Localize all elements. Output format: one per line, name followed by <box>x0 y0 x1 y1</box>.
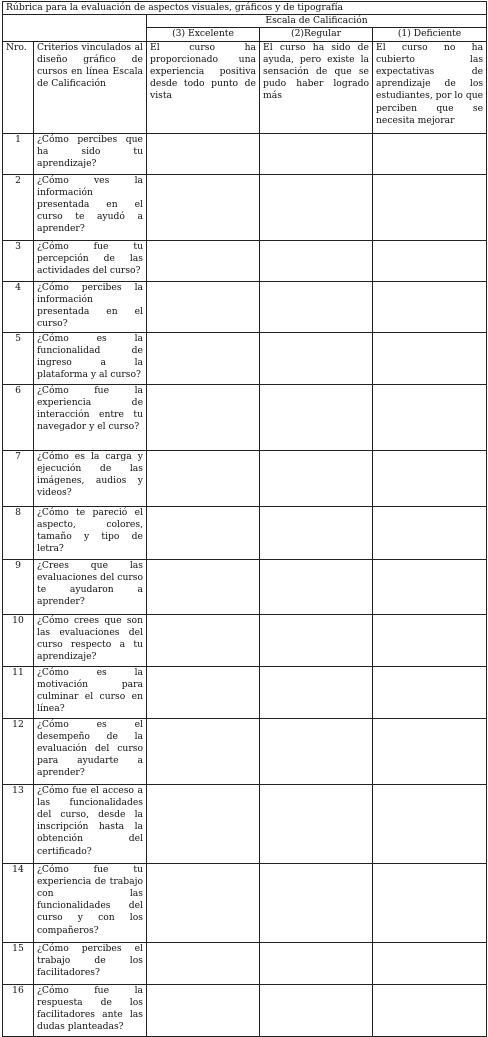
caption-row <box>3 2 487 15</box>
rating-cell-regular[interactable] <box>260 984 373 1036</box>
table-row <box>3 133 487 174</box>
rating-cell-deficiente[interactable] <box>373 614 487 666</box>
rating-cell-deficiente[interactable] <box>373 666 487 718</box>
scale-row <box>3 15 487 28</box>
rating-cell-regular[interactable] <box>260 863 373 942</box>
row-number: 12 <box>3 718 34 784</box>
row-number: 2 <box>3 174 34 240</box>
criterion-text: ¿Cómo es la funcionalidad de ingreso a la plataforma y al curso? <box>34 332 147 384</box>
row-number: 11 <box>3 666 34 718</box>
criterion-text: ¿Cómo percibes el trabajo de los facilitadores? <box>34 942 147 984</box>
table-caption: Rúbrica para la evaluación de aspectos visuales, gráficos y de tipografía <box>3 2 487 15</box>
rating-cell-deficiente[interactable] <box>373 384 487 450</box>
criterion-text: ¿Cómo fue la respuesta de los facilitadores ante las dudas planteadas? <box>34 984 147 1036</box>
rating-cell-regular[interactable] <box>260 614 373 666</box>
table-row <box>3 174 487 240</box>
table-row <box>3 784 487 863</box>
rating-cell-regular[interactable] <box>260 240 373 281</box>
rating-cell-regular[interactable] <box>260 666 373 718</box>
level-excelente: (3) Excelente <box>147 28 260 41</box>
level-deficiente: (1) Deficiente <box>373 28 487 41</box>
rating-cell-deficiente[interactable] <box>373 506 487 559</box>
blank-header-cell <box>3 15 147 41</box>
criterion-text: ¿Crees que las evaluaciones del curso te ayudaron a aprender? <box>34 559 147 614</box>
nro-header: Nro. <box>3 41 34 133</box>
row-number: 9 <box>3 559 34 614</box>
table-row <box>3 384 487 450</box>
criterion-text: ¿Cómo te pareció el aspecto, colores, tamaño y tipo de letra? <box>34 506 147 559</box>
rating-cell-excelente[interactable] <box>147 281 260 332</box>
criteria-header: Criterios vinculados al diseño gráfico de cursos en línea Escala de Calificación <box>34 41 147 133</box>
rating-cell-regular[interactable] <box>260 718 373 784</box>
table-row <box>3 332 487 384</box>
table-row <box>3 240 487 281</box>
rating-cell-excelente[interactable] <box>147 133 260 174</box>
rating-cell-excelente[interactable] <box>147 784 260 863</box>
rating-cell-regular[interactable] <box>260 506 373 559</box>
row-number: 15 <box>3 942 34 984</box>
desc-regular: El curso ha sido de ayuda, pero existe la sensación de que se pudo haber logrado más <box>260 41 373 133</box>
rubric-table <box>2 1 487 1037</box>
table-row <box>3 984 487 1036</box>
rating-cell-regular[interactable] <box>260 332 373 384</box>
criterion-text: ¿Cómo fue tu experiencia de trabajo con las funcionalidades del curso y con los compañeros? <box>34 863 147 942</box>
table-row <box>3 281 487 332</box>
criterion-text: ¿Cómo percibes que ha sido tu aprendizaje? <box>34 133 147 174</box>
row-number: 8 <box>3 506 34 559</box>
rating-cell-regular[interactable] <box>260 174 373 240</box>
row-number: 6 <box>3 384 34 450</box>
table-row <box>3 718 487 784</box>
rating-cell-deficiente[interactable] <box>373 863 487 942</box>
criterion-text: ¿Cómo fue tu percepción de las actividades del curso? <box>34 240 147 281</box>
table-row <box>3 863 487 942</box>
table-row <box>3 559 487 614</box>
row-number: 14 <box>3 863 34 942</box>
table-row <box>3 942 487 984</box>
criterion-text: ¿Cómo ves la información presentada en el curso te ayudó a aprender? <box>34 174 147 240</box>
rating-cell-excelente[interactable] <box>147 614 260 666</box>
criterion-text: ¿Cómo es el desempeño de la evaluación del curso para ayudarte a aprender? <box>34 718 147 784</box>
rating-cell-deficiente[interactable] <box>373 174 487 240</box>
rating-cell-deficiente[interactable] <box>373 559 487 614</box>
table-row <box>3 614 487 666</box>
row-number: 16 <box>3 984 34 1036</box>
row-number: 1 <box>3 133 34 174</box>
scale-title: Escala de Calificación <box>147 15 487 28</box>
rating-cell-deficiente[interactable] <box>373 718 487 784</box>
rating-cell-regular[interactable] <box>260 450 373 506</box>
rating-cell-regular[interactable] <box>260 133 373 174</box>
rating-cell-deficiente[interactable] <box>373 450 487 506</box>
row-number: 13 <box>3 784 34 863</box>
rating-cell-excelente[interactable] <box>147 240 260 281</box>
row-number: 5 <box>3 332 34 384</box>
rating-cell-regular[interactable] <box>260 384 373 450</box>
rating-cell-excelente[interactable] <box>147 863 260 942</box>
rating-cell-deficiente[interactable] <box>373 133 487 174</box>
rating-cell-deficiente[interactable] <box>373 784 487 863</box>
criterion-text: ¿Cómo es la carga y ejecución de las imágenes, audios y videos? <box>34 450 147 506</box>
table-row <box>3 666 487 718</box>
row-number: 10 <box>3 614 34 666</box>
rating-cell-excelente[interactable] <box>147 942 260 984</box>
rating-cell-excelente[interactable] <box>147 559 260 614</box>
rating-cell-excelente[interactable] <box>147 332 260 384</box>
rating-cell-excelente[interactable] <box>147 718 260 784</box>
rating-cell-excelente[interactable] <box>147 384 260 450</box>
rating-cell-deficiente[interactable] <box>373 942 487 984</box>
row-number: 3 <box>3 240 34 281</box>
rating-cell-regular[interactable] <box>260 784 373 863</box>
criterion-text: ¿Cómo percibes la información presentada en el curso? <box>34 281 147 332</box>
rating-cell-excelente[interactable] <box>147 666 260 718</box>
rating-cell-deficiente[interactable] <box>373 984 487 1036</box>
rating-cell-regular[interactable] <box>260 942 373 984</box>
rating-cell-excelente[interactable] <box>147 506 260 559</box>
row-number: 7 <box>3 450 34 506</box>
rating-cell-excelente[interactable] <box>147 450 260 506</box>
criterion-text: ¿Cómo fue la experiencia de interacción entre tu navegador y el curso? <box>34 384 147 450</box>
rating-cell-regular[interactable] <box>260 281 373 332</box>
criterion-text: ¿Cómo crees que son las evaluaciones del curso respecto a tu aprendizaje? <box>34 614 147 666</box>
table-row <box>3 450 487 506</box>
criterion-text: ¿Cómo fue el acceso a las funcionalidades del curso, desde la inscripción hasta la obtención del certificado? <box>34 784 147 863</box>
rating-cell-deficiente[interactable] <box>373 332 487 384</box>
row-number: 4 <box>3 281 34 332</box>
criterion-text: ¿Cómo es la motivación para culminar el curso en línea? <box>34 666 147 718</box>
rating-cell-excelente[interactable] <box>147 984 260 1036</box>
rating-cell-excelente[interactable] <box>147 174 260 240</box>
level-regular: (2)Regular <box>260 28 373 41</box>
rating-cell-deficiente[interactable] <box>373 240 487 281</box>
rating-cell-deficiente[interactable] <box>373 281 487 332</box>
rating-cell-regular[interactable] <box>260 559 373 614</box>
table-row <box>3 506 487 559</box>
desc-excelente: El curso ha proporcionado una experiencia positiva desde todo punto de vista <box>147 41 260 133</box>
desc-deficiente: El curso no ha cubierto las expectativas de aprendizaje de los estudiantes, por lo que perciben que se necesita mejorar <box>373 41 487 133</box>
description-row <box>3 41 487 133</box>
